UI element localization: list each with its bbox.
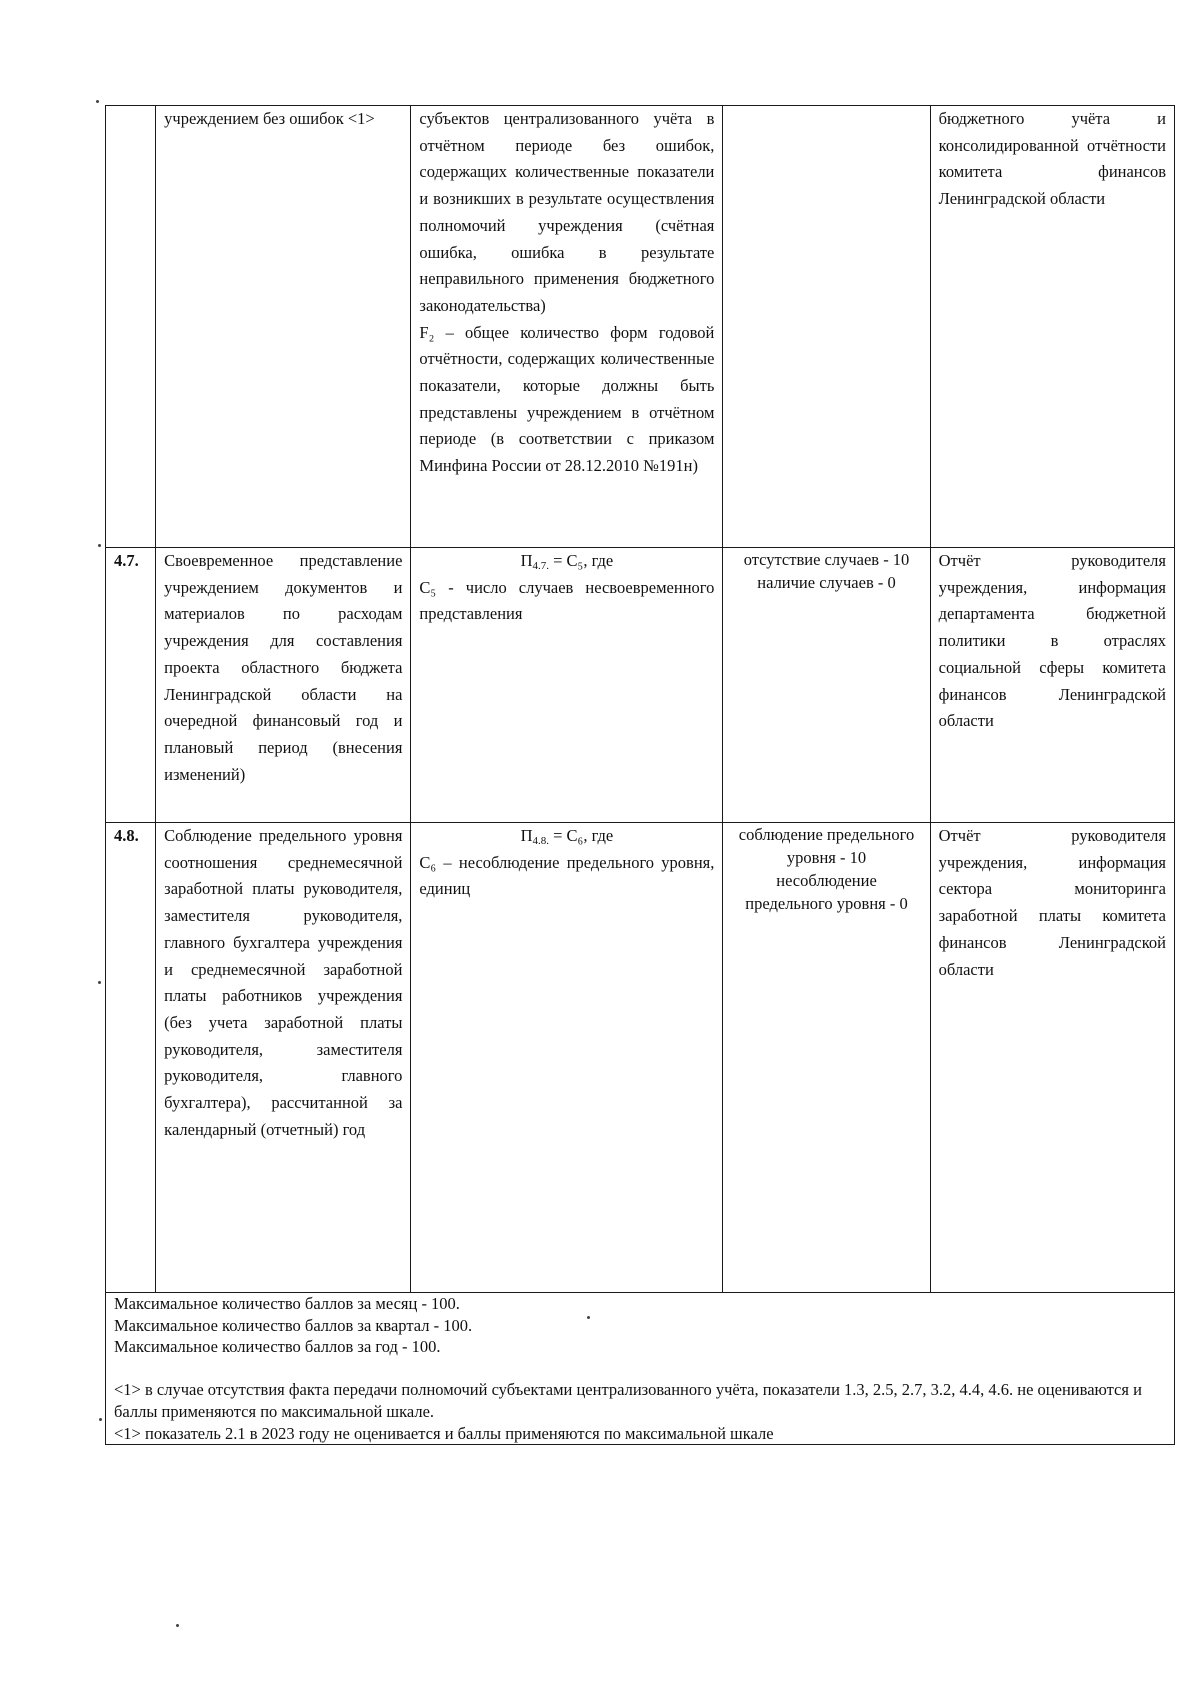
table-row — [106, 548, 1175, 823]
row-number — [106, 106, 156, 548]
formula-part: F₂ – общее количество форм годовой отчётности, содержащих количественные показатели, которые должны быть представлены учреждением в отчётном периоде (в соответствии с приказом Минфина России от 28.12.2010 №191н) — [419, 322, 715, 476]
criterion-values — [723, 548, 930, 823]
formula-description: C₅ - число случаев несвоевременного представления — [419, 577, 715, 624]
criterion-formula — [411, 823, 723, 1293]
value-option: наличие случаев - 0 — [757, 573, 896, 592]
criterion-source: Отчёт руководителя учреждения, информация департамента бюджетной политики в отраслях социальной сферы комитета финансов Ленинградской области — [930, 548, 1174, 823]
row-number: 4.7. — [106, 548, 156, 823]
criterion-values — [723, 823, 930, 1293]
criterion-source: бюджетного учёта и консолидированной отчётности комитета финансов Ленинградской области — [930, 106, 1174, 548]
criterion-name: Соблюдение предельного уровня соотношения среднемесячной заработной платы руководителя, заместителя руководителя, главного бухгалтера учреждения и среднемесячной заработной платы работников учреждения (без учета заработной платы руководителя, заместителя руководителя, главного бухгалтера), рассчитанной за календарный (отчетный) год — [156, 823, 411, 1293]
value-option: соблюдение предельного уровня - 10 — [738, 825, 915, 867]
footnote: <1> в случае отсутствия факта передачи полномочий субъектами централизованного учёта, показатели 1.3, 2.5, 2.7, 3.2, 4.4, 4.6. не оцениваются и баллы применяются по максимальной шкале. — [114, 1380, 1142, 1421]
max-score-month: Максимальное количество баллов за месяц - 100. — [114, 1294, 460, 1313]
formula-expression: $П_{4.7.} = C_5$, где — [520, 551, 614, 572]
criterion-formula — [411, 548, 723, 823]
table-footer — [106, 1293, 1175, 1445]
scan-speck — [96, 100, 99, 103]
table-row — [106, 823, 1175, 1293]
max-score-year: Максимальное количество баллов за год - 100. — [114, 1337, 441, 1357]
scan-speck — [99, 1418, 102, 1421]
table-footer-row — [106, 1293, 1175, 1445]
criterion-name: Своевременное представление учреждением документов и материалов по расходам учреждения для составления проекта областного бюджета Ленинградской области на очередной финансовый год и плановый период (внесения изменений) — [156, 548, 411, 823]
scan-speck — [98, 544, 101, 547]
scan-speck — [98, 981, 101, 984]
scan-speck — [587, 1316, 590, 1319]
spacer — [114, 1358, 1166, 1379]
criterion-formula — [411, 106, 723, 548]
formula-description: C₆ – несоблюдение предельного уровня, единиц — [419, 852, 715, 899]
value-option: отсутствие случаев - 10 — [743, 550, 910, 569]
criterion-source: Отчёт руководителя учреждения, информация сектора мониторинга заработной платы комитета финансов Ленинградской области — [930, 823, 1174, 1293]
row-number: 4.8. — [106, 823, 156, 1293]
criteria-table — [105, 105, 1175, 1445]
criterion-values — [723, 106, 930, 548]
formula-part: субъектов централизованного учёта в отчётном периоде без ошибок, содержащих количественные показатели и возникших в результате осуществления полномочий учреждения (счётная ошибка, ошибка в результате неправильного применения бюджетного законодательства) — [419, 109, 715, 315]
formula-expression: $П_{4.8.} = C_6$, где — [520, 826, 614, 847]
value-option: несоблюдение предельного уровня - 0 — [745, 871, 908, 913]
max-score-quarter: Максимальное количество баллов за квартал - 100. — [114, 1315, 473, 1335]
table-row — [106, 106, 1175, 548]
criterion-name: учреждением без ошибок <1> — [156, 106, 411, 548]
footnote: <1> показатель 2.1 в 2023 году не оценивается и баллы применяются по максимальной шкале — [114, 1423, 774, 1443]
scan-speck — [176, 1624, 179, 1627]
